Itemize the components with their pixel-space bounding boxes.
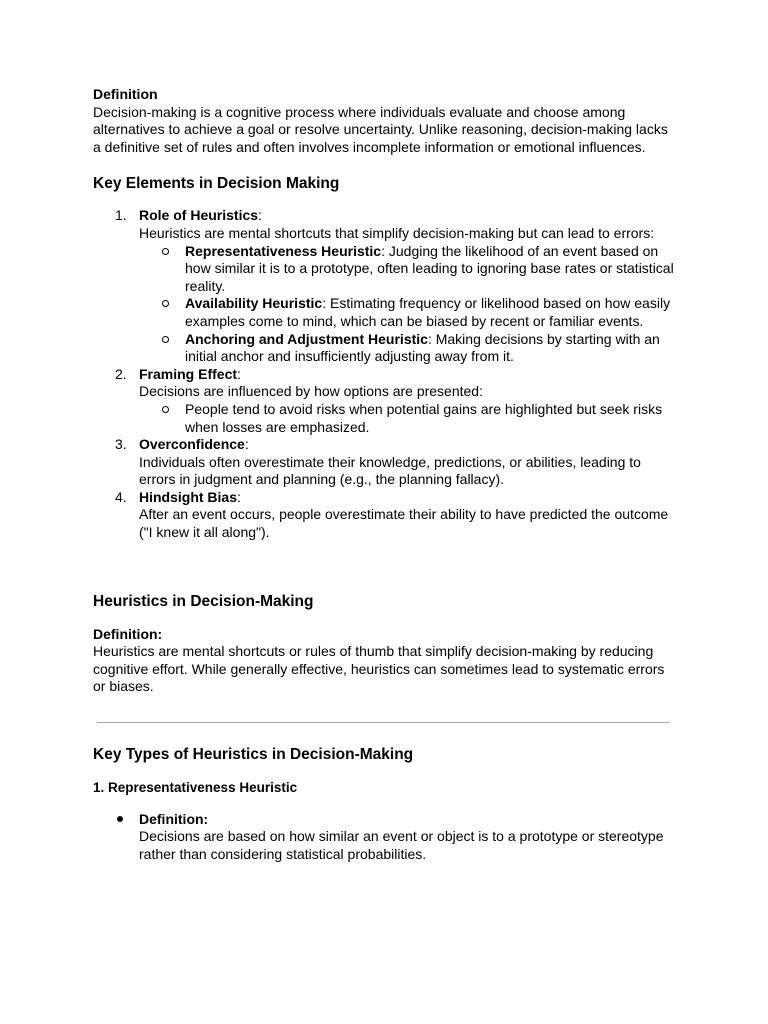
definition-label: Definition [93, 86, 158, 102]
sub-list [139, 243, 678, 366]
filled-bullet-icon [117, 816, 123, 822]
sub-item-title: Representativeness Heuristic [185, 242, 382, 259]
bullet-label: Definition: [139, 810, 209, 827]
heuristics-definition-text: Heuristics are mental shortcuts or rules of thumb that simplify decision-making by reducing cognitive effort. While generally effective, heuristics can sometimes lead to systematic errors or biases. [93, 643, 665, 695]
list-item: 3. Overconfidence: Individuals often overestimate their knowledge, predictions, or abilities, leading to errors in judgment and planning (e.g., the planning fallacy). [93, 436, 678, 489]
heuristics-heading: Heuristics in Decision-Making [93, 592, 314, 610]
item-title: Hindsight Bias [139, 488, 238, 505]
bullet-text: Decisions are based on how similar an event or object is to a prototype or stereotype rather than considering statistical probabilities. [139, 828, 664, 862]
bullet-item [93, 811, 678, 864]
sub-list-item [139, 401, 678, 436]
item-description: Individuals often overestimate their knowledge, predictions, or abilities, leading to errors in judgment and planning (e.g., the planning fallacy). [139, 453, 641, 488]
sub-list [139, 401, 678, 436]
sub-list-item [139, 331, 678, 366]
item-title: Role of Heuristics [139, 207, 259, 224]
item-description: After an event occurs, people overestimate their ability to have predicted the outcome ("I knew it all along"). [139, 506, 669, 541]
heuristics-definition-label: Definition: [93, 625, 163, 642]
hollow-bullet-icon [162, 248, 169, 255]
definition-text: Decision-making is a cognitive process where individuals evaluate and choose among alternatives to achieve a goal or resolve uncertainty. Unlike reasoning, decision-making lacks a definitive set of rules and often involves incomplete information or emotional influences. [93, 103, 668, 155]
sub-item-text: : Judging the likelihood of an event based on how similar it is to a prototype, often leading to ignoring base rates or statistical reality. [185, 242, 674, 294]
sub-item-text: People tend to avoid risks when potential gains are highlighted but seek risks when losses are emphasized. [185, 400, 663, 435]
representativeness-subheading: 1. Representativeness Heuristic [93, 780, 298, 796]
sub-item-title: Anchoring and Adjustment Heuristic [185, 330, 428, 347]
sub-item-text: : Estimating frequency or likelihood based on how easily examples come to mind, which can be biased by recent or familiar events. [185, 295, 671, 329]
list-item: 4. Hindsight Bias: After an event occurs, people overestimate their ability to have predicted the outcome ("I knew it all along"). [93, 489, 678, 542]
item-number: 3. [115, 436, 127, 453]
key-elements-list [93, 207, 678, 541]
item-number: 4. [115, 488, 127, 505]
list-item: 2. Framing Effect: Decisions are influenced by how options are presented: People tend to avoid risks when potential gains are highlighted but seek risks when losses are emphasized. [93, 366, 678, 436]
section-divider [97, 722, 670, 723]
item-title: Framing Effect [139, 365, 238, 382]
item-number: 2. [115, 365, 127, 382]
sub-list-item [139, 243, 678, 296]
sub-item-text: : Making decisions by starting with an initial anchor and insufficiently adjusting away from it. [185, 330, 660, 365]
hollow-bullet-icon [162, 406, 169, 413]
hollow-bullet-icon [162, 300, 169, 307]
key-types-heading: Key Types of Heuristics in Decision-Making [93, 746, 414, 764]
item-description: Decisions are influenced by how options are presented: [139, 383, 483, 400]
document-content [93, 86, 678, 863]
item-number: 1. [115, 207, 127, 224]
sub-item-title: Availability Heuristic [185, 295, 323, 312]
list-item: 1. Role of Heuristics: Heuristics are mental shortcuts that simplify decision-making but can lead to errors: Representativeness Heuristic: Judging the likelihood of an event based on how similar it is to a prototype, often leading to ignoring base rates or statistical reality. Availability Heuristic: Estimating frequency or likelihood based on how easily examples come to mind, which can be biased by recent or familiar events. Anchoring and Adjustment Heuristic: Making decisions by starting with an initial anchor and insufficiently adjusting away from it. [93, 207, 678, 365]
hollow-bullet-icon [162, 336, 169, 343]
item-title: Overconfidence [139, 436, 245, 453]
key-elements-heading: Key Elements in Decision Making [93, 175, 340, 193]
item-description: Heuristics are mental shortcuts that simplify decision-making but can lead to errors: [139, 224, 655, 241]
sub-list-item [139, 295, 678, 330]
